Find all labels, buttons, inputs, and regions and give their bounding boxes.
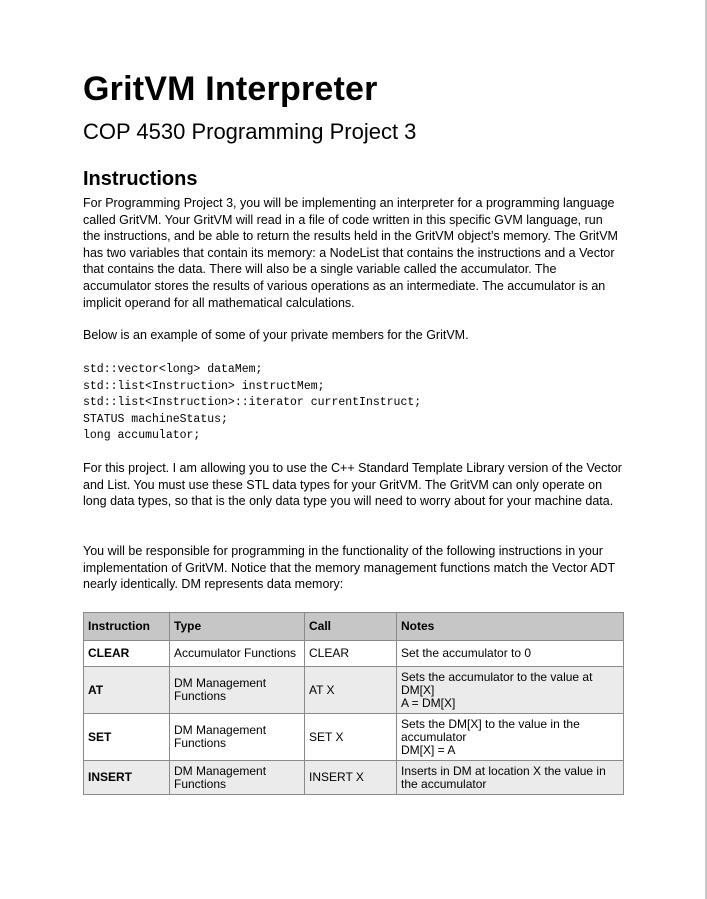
header-call: Call: [305, 613, 397, 641]
table-row: [84, 667, 624, 714]
note-line: DM[X] = A: [401, 742, 456, 757]
note-line: Sets the accumulator to the value at DM[X]: [401, 669, 593, 697]
responsibility-paragraph: You will be responsible for programming in the functionality of the following instructions in your implementation of GritVM. Notice that the memory management functions match the Vector ADT nearly identically. DM represents data memory:: [83, 544, 615, 592]
code-block: [83, 362, 421, 445]
code-line: std::vector<long> dataMem;: [83, 363, 263, 376]
cell-notes: [397, 714, 624, 761]
note-line: Set the accumulator to 0: [401, 646, 532, 660]
note-line: Sets the DM[X] to the value in the accumulator: [401, 716, 580, 744]
cell-instruction: AT: [84, 667, 170, 714]
code-line: long accumulator;: [83, 429, 201, 443]
intro-paragraph: For Programming Project 3, you will be implementing an interpreter for a programming language called GritVM. Your GritVM will read in a file of code written in this specific GVM language, run the instructions, and be able to return the results held in the GritVM object’s memory. The GritVM has two variables that contain its memory: a NodeList that contains the instructions and a Vector that contains the data. There will also be a single variable called the accumulator. The accumulator stores the results of various operations as an intermediate. The accumulator is an implicit operand for all mathematical calculations.: [83, 196, 618, 310]
header-instruction: Instruction: [84, 613, 170, 641]
cell-instruction: SET: [84, 714, 170, 761]
note-line: Inserts in DM at location X the value in the accumulator: [401, 763, 606, 791]
document-title: GritVM Interpreter: [83, 70, 378, 108]
cell-instruction: INSERT: [84, 761, 170, 795]
cell-type: DM Management Functions: [170, 761, 305, 795]
table-row: [84, 761, 624, 795]
cell-instruction: CLEAR: [84, 641, 170, 667]
table-row: [84, 714, 624, 761]
code-line: STATUS machineStatus;: [83, 412, 228, 426]
cell-call: SET X: [305, 714, 397, 761]
cell-type: DM Management Functions: [170, 714, 305, 761]
cell-type: Accumulator Functions: [170, 641, 305, 667]
section-heading: Instructions: [83, 168, 198, 190]
stl-paragraph: For this project. I am allowing you to use the C++ Standard Template Library version of the Vector and List. You must use these STL data types for your GritVM. The GritVM can only operate on long data types, so that is the only data type you will need to worry about for your machine data.: [83, 461, 622, 509]
cell-notes: [397, 761, 624, 795]
cell-call: AT X: [305, 667, 397, 714]
table-row: [84, 641, 624, 667]
cell-call: INSERT X: [305, 761, 397, 795]
cell-type: DM Management Functions: [170, 667, 305, 714]
code-line: std::list<Instruction> instructMem;: [83, 379, 325, 393]
header-type: Type: [170, 613, 305, 641]
cell-notes: [397, 667, 624, 714]
code-line: std::list<Instruction>::iterator currentInstruct;: [83, 396, 422, 410]
document-subtitle: COP 4530 Programming Project 3: [83, 119, 417, 144]
instruction-table: [83, 612, 624, 795]
cell-call: CLEAR: [305, 641, 397, 667]
header-notes: Notes: [397, 613, 624, 641]
cell-notes: [397, 641, 624, 667]
private-members-paragraph: Below is an example of some of your private members for the GritVM.: [83, 328, 469, 342]
table-header-row: [84, 613, 624, 641]
note-line: A = DM[X]: [401, 695, 456, 710]
